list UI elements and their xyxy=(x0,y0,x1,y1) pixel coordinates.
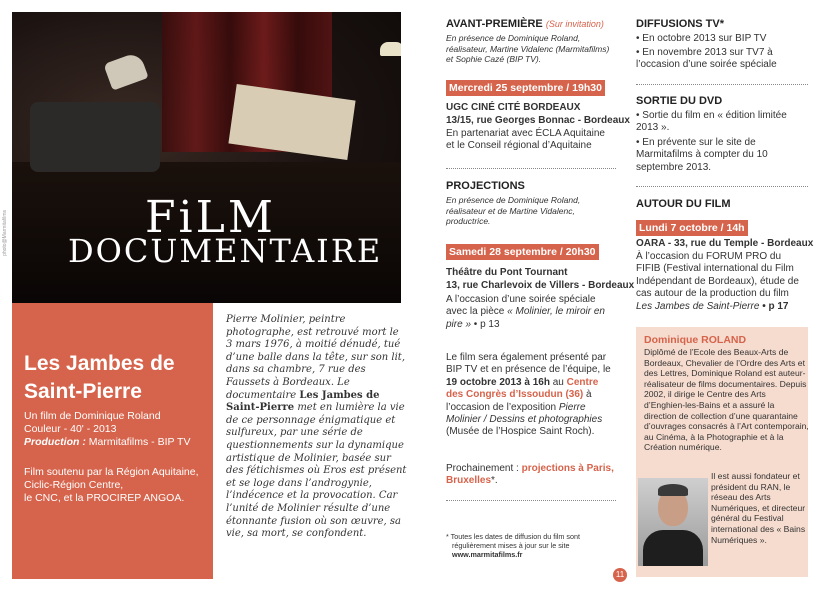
diffusions-item-text: En novembre 2013 sur TV7 à l’occasion d’une soirée spéciale xyxy=(636,47,777,71)
projections-occasion xyxy=(446,294,606,331)
avant-premiere-heading xyxy=(446,18,616,30)
brand-documentaire-word: DOCUMENTAIRE xyxy=(68,232,383,270)
autour-date: Lundi 7 octobre / 14h xyxy=(636,220,748,236)
synopsis-part2: met en lumière la vie de ce personnage énigmatique et sulfureux, par une série de questionnements sur la dynamique artistique de Molinier, basée sur des fétichismes où Eros est présent et se loge dans l’androgynie, l’indécence et la provocation. Car l’unité de Molinier résulte d’une étonnante fusion où son œuvre, sa vie, sa mort, se confondent. xyxy=(226,402,407,540)
projections-next xyxy=(446,463,616,488)
desk-lamp-shape xyxy=(103,51,148,90)
divider xyxy=(636,186,808,187)
ceiling-lamp-shape xyxy=(380,42,401,56)
projections-heading: PROJECTIONS xyxy=(446,180,525,192)
avant-premiere-venue2: 13/15, rue Georges Bonnac - Bordeaux xyxy=(446,115,630,126)
also-text-3: à l’occasion de l’exposition xyxy=(446,389,592,413)
dvd-item-text: En prévente sur le site de Marmitafilms à compter du 10 septembre 2013. xyxy=(636,137,768,173)
autour-heading: AUTOUR DU FILM xyxy=(636,198,731,210)
avant-premiere-date: Mercredi 25 septembre / 19h30 xyxy=(446,80,605,96)
footnote xyxy=(446,532,580,559)
also-text-2: au xyxy=(552,376,564,388)
avant-premiere-venue1: UGC CINÉ CITÉ BORDEAUX xyxy=(446,102,581,113)
synopsis-text xyxy=(226,314,408,541)
projections-date: Samedi 28 septembre / 20h30 xyxy=(446,244,599,260)
autour-venue: OARA - 33, rue du Temple - Bordeaux xyxy=(636,238,814,249)
avant-premiere-tag: (Sur invitation) xyxy=(545,19,604,29)
dvd-heading: SORTIE DU DVD xyxy=(636,95,723,107)
dvd-item: • En prévente sur le site de Marmitafilms à compter du 10 septembre 2013. xyxy=(636,137,768,173)
typewriter-shape xyxy=(30,102,160,172)
synopsis-film-title: Les Jambes de Saint-Pierre xyxy=(226,389,380,414)
dvd-item-text: Sortie du film en « édition limitée 2013 ». xyxy=(636,110,787,134)
autour-description: À l’occasion du FORUM PRO du FIFIB (Festival international du Film Indépendant de Bordeaux), étude de cas autour de la production du film xyxy=(636,251,799,300)
divider xyxy=(446,168,616,169)
diffusions-item: • En novembre 2013 sur TV7 à l’occasion d’une soirée spéciale xyxy=(636,47,777,71)
avant-premiere-title: AVANT-PREMIÈRE xyxy=(446,18,543,30)
film-director: Un film de Dominique Roland xyxy=(24,410,161,422)
film-meta: Couleur - 40' - 2013 xyxy=(24,423,117,435)
projections-venue1: Théâtre du Pont Tournant xyxy=(446,267,568,278)
portrait-hair-shape xyxy=(658,484,688,496)
page-number: 11 xyxy=(613,568,627,582)
also-text-1: Le film sera également présenté par BIP TV et en présence de l’équipe, le xyxy=(446,352,611,376)
occasion-page: • p 13 xyxy=(473,318,500,330)
occasion-title: « Molinier, le miroir en pire » xyxy=(446,306,605,330)
footnote-line1: * Toutes les dates de diffusion du film sont xyxy=(446,532,580,541)
brand-film-word: FiLM xyxy=(145,192,276,243)
projections-presence: En présence de Dominique Roland, réalisateur et de Martine Vidalenc, productrice. xyxy=(446,195,581,226)
also-expo: Pierre Molinier / Dessins et photographies xyxy=(446,401,603,426)
film-support-line2: Ciclic-Région Centre, xyxy=(24,479,124,491)
diffusions-item-text: En octobre 2013 sur BIP TV xyxy=(642,33,767,44)
autour-film-title: Les Jambes de Saint-Pierre xyxy=(636,300,760,312)
next-star: *. xyxy=(491,475,498,487)
film-production xyxy=(24,436,190,448)
avant-premiere-partner: En partenariat avec ÉCLA Aquitaine et le Conseil régional d’Aquitaine xyxy=(446,128,605,152)
bio-text2: Il est aussi fondateur et président du RAN, le réseau des Arts Numériques, et directeur général du Festival international des « Bains Numériques ». xyxy=(711,471,806,545)
portrait-body-shape xyxy=(643,530,703,566)
film-title-line2: Saint-Pierre xyxy=(24,380,142,403)
footnote-url[interactable]: www.marmitafilms.fr xyxy=(452,550,523,559)
occasion-text: A l’occasion d’une soirée spéciale avec la pièce xyxy=(446,294,596,318)
footnote-line2: régulièrement mises à jour sur le site xyxy=(452,541,570,550)
bio-name: Dominique ROLAND xyxy=(644,334,747,346)
bio-text1: Diplômé de l’Ecole des Beaux-Arts de Bordeaux, Chevalier de l’Ordre des Arts et des Lettres, Dominique Roland est auteur-réalisateur de films documentaires. Depuis 2002, il dirige le Centre des Arts d’Enghien-les-Bains et a assuré la direction de collection d’une quarantaine d’ouvrages consacrés à l’Art contemporain, au Cinéma, à la Photographie et à la Création numérique. xyxy=(644,347,809,453)
portrait-photo xyxy=(638,478,708,566)
projections-also xyxy=(446,352,616,439)
next-value: projections à Paris, Bruxelles xyxy=(446,463,614,487)
projections-venue2: 13, rue Charlevoix de Villers - Bordeaux xyxy=(446,280,635,291)
production-value: Marmitafilms - BIP TV xyxy=(88,436,191,448)
production-label: Production : xyxy=(24,436,86,448)
synopsis-part1: Pierre Molinier, peintre photographe, est retrouvé mort le 3 mars 1976, à moitié dénudé, tué d’une balle dans la tête, sur son lit, dans sa chambre, 7 rue des Faussets à Bordeaux. Le documentaire xyxy=(226,314,405,401)
avant-premiere-presence: En présence de Dominique Roland, réalisateur, Martine Vidalenc (Marmitafilms) et Sophie Cazé (BIP TV). xyxy=(446,33,610,64)
diffusions-heading: DIFFUSIONS TV* xyxy=(636,18,725,30)
dvd-item: • Sortie du film en « édition limitée 2013 ». xyxy=(636,110,787,134)
film-support-line1: Film soutenu par la Région Aquitaine, xyxy=(24,466,199,478)
divider xyxy=(446,500,616,501)
next-label: Prochainement : xyxy=(446,463,519,474)
photo-credit: photo@Marmitafilms xyxy=(2,210,8,256)
also-venue: Centre des Congrès d’Issoudun (36) xyxy=(446,376,599,401)
film-support-line3: le CNC, et la PROCIREP ANGOA. xyxy=(24,492,185,504)
diffusions-item: • En octobre 2013 sur BIP TV xyxy=(636,33,767,44)
film-title-line1: Les Jambes de xyxy=(24,352,175,375)
also-text-4: (Musée de l’Hospice Saint Roch). xyxy=(446,426,595,438)
autour-text xyxy=(636,251,806,313)
also-date: 19 octobre 2013 à 16h xyxy=(446,376,550,388)
autour-page-ref: • p 17 xyxy=(762,300,789,312)
divider xyxy=(636,84,808,85)
